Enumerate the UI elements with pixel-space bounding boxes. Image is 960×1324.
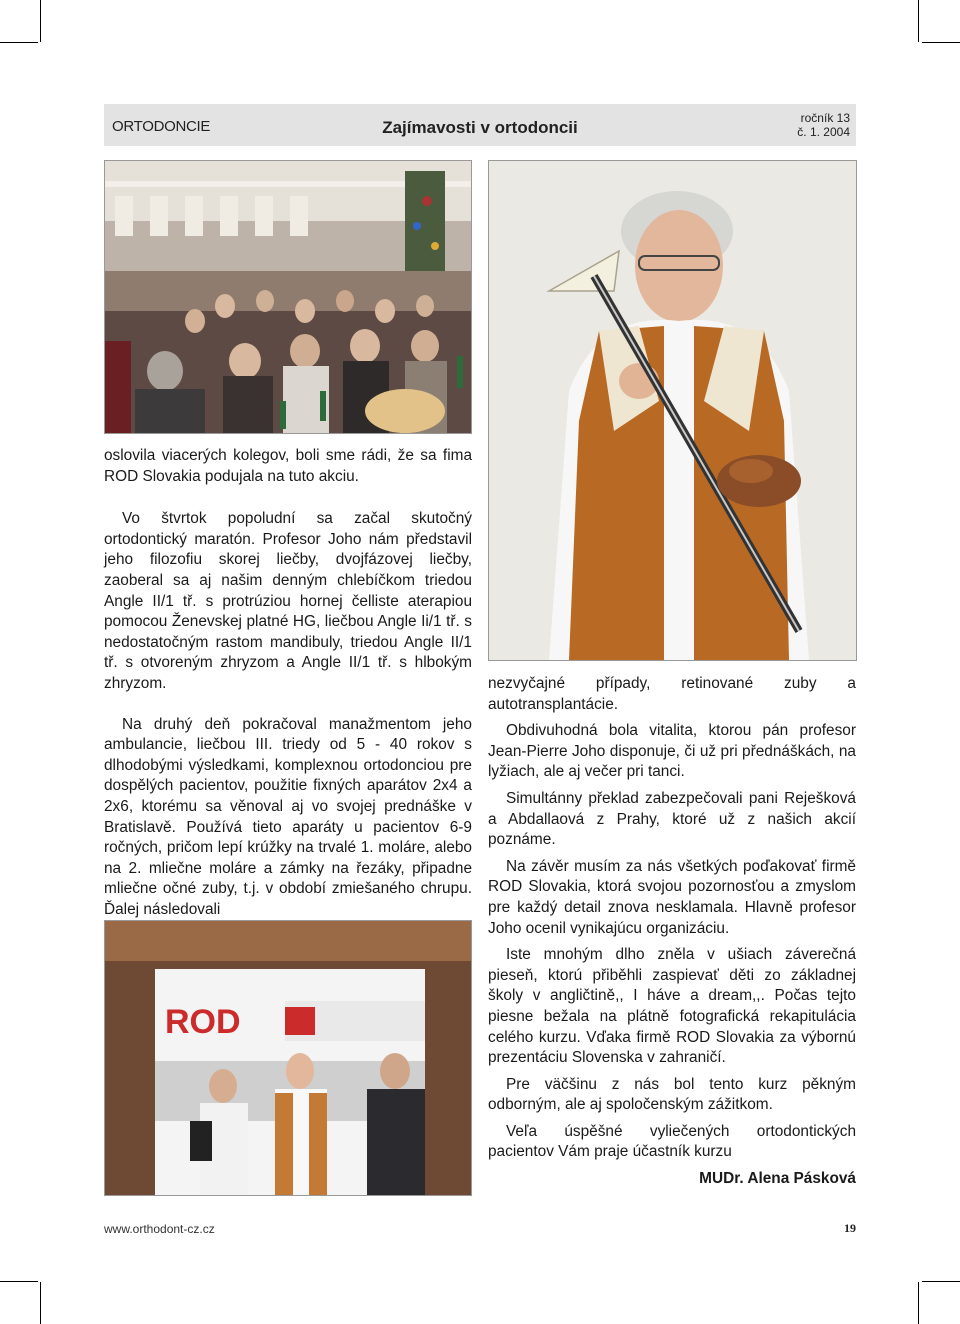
crop-mark — [40, 0, 41, 42]
crop-mark — [918, 1282, 919, 1324]
footer-url[interactable]: www.orthodont-cz.cz — [104, 1222, 215, 1236]
paragraph: Na závěr musím za nás všetkých poďakovať firmě ROD Slovakia, ktorá svojou pozornosťou a zmyslom pre každý detail znova nesklamala. Hlavně profesor Joho ocenil vynikajúcu organizáciu. — [488, 857, 856, 937]
paragraph: Veľa úspěšné vyliečených ortodontických pacientov Vám praje účastník kurzu — [488, 1122, 856, 1161]
group-photo-image — [105, 921, 471, 1195]
paragraph: oslovila viacerých kolegov, boli sme rádi, že sa fima ROD Slovakia podujala na tuto akciu. — [104, 447, 472, 485]
paragraph: nezvyčajné případy, retinované zuby a autotransplantácie. — [488, 675, 856, 713]
paragraph: Iste mnohým dlho zněla v ušiach záverečná pieseň, ktorú přiběhli zaspievať děti zo základnej školy v angličtině,, I háve a dream,,. Počas tejto piesne bežala na plátně fotografická rekapitulácia celého kurzu. Vďaka firmě ROD Slovakia za výbornú prezentáciu Slovenska v zahraničí. — [488, 946, 856, 1067]
professor-photo-image — [489, 161, 856, 660]
group-photo — [104, 920, 472, 1196]
right-column — [488, 674, 856, 1190]
section-title: Zajímavosti v ortodoncii — [382, 118, 578, 137]
issue-label: č. 1. 2004 — [797, 125, 850, 139]
paragraph: Vo štvrtok popoludní sa začal skutočný ortodontický maratón. Profesor Joho nám představil jeho filozofiu skorej liečby, dvojfázovej liečby, zaoberal sa aj našim denným chlebíčkom triedou Angle II/1 tř. s protrúziou hornej čelliste aterapiou pomocou Ženevskej platné HG, liečbou Angle Ii/1 tř. s nedostatočným rastom mandibuly, triedou Angle II/1 tř. s otvoreným zhryzom a Angle II/1 tř. s hlbokým zhryzom. — [104, 510, 472, 692]
crop-mark — [0, 42, 38, 43]
paragraph: Simultánny překlad zabezpečovali pani Reješková a Abdallaová z Prahy, ktoré už z našich akcií poznáme. — [488, 789, 856, 849]
issue-info — [797, 111, 850, 139]
page-number: 19 — [844, 1221, 856, 1235]
page-header — [104, 104, 856, 146]
section-label: ORTODONCIE — [112, 118, 211, 135]
banner-logo: ROD — [165, 1003, 241, 1041]
audience-photo — [104, 160, 472, 434]
crop-mark — [922, 42, 960, 43]
paragraph: Pre väčšinu z nás bol tento kurz pěkným odborným, ale aj spoločenským zážitkom. — [488, 1075, 856, 1114]
left-column — [104, 446, 472, 934]
audience-photo-image — [105, 161, 471, 433]
crop-mark — [40, 1282, 41, 1324]
crop-mark — [922, 1281, 960, 1282]
crop-mark — [918, 0, 919, 42]
professor-photo — [488, 160, 857, 661]
paragraph: Na druhý deň pokračoval manažmentom jeho ambulancie, liečbou III. triedy od 5 - 40 rokov s dlhodobými výsledkami, komplexnou ortodonciou pre dospělých pacientov, použitie fixných aparátov 2x4 a 2x6, ktorému sa věnoval aj vo svojej prednáške v Bratislavě. Používá tieto aparáty u pacientov 6-9 ročných, pričom lepí krúžky na trvalé 1. moláre, alebo na 2. mliečne moláre a zámky na řezáky, připadne mliečne očné zuby, t.j. v období zmiešaného chrupu. Ďalej následovali — [104, 715, 472, 918]
volume-label: ročník 13 — [800, 111, 850, 125]
paragraph: Obdivuhodná bola vitalita, ktorou pán profesor Jean-Pierre Joho disponuje, či už pri přednáškách, na lyžiach, ale aj večer pri tanci. — [488, 722, 856, 781]
author-signature: MUDr. Alena Pásková — [699, 1170, 856, 1188]
crop-mark — [0, 1281, 38, 1282]
